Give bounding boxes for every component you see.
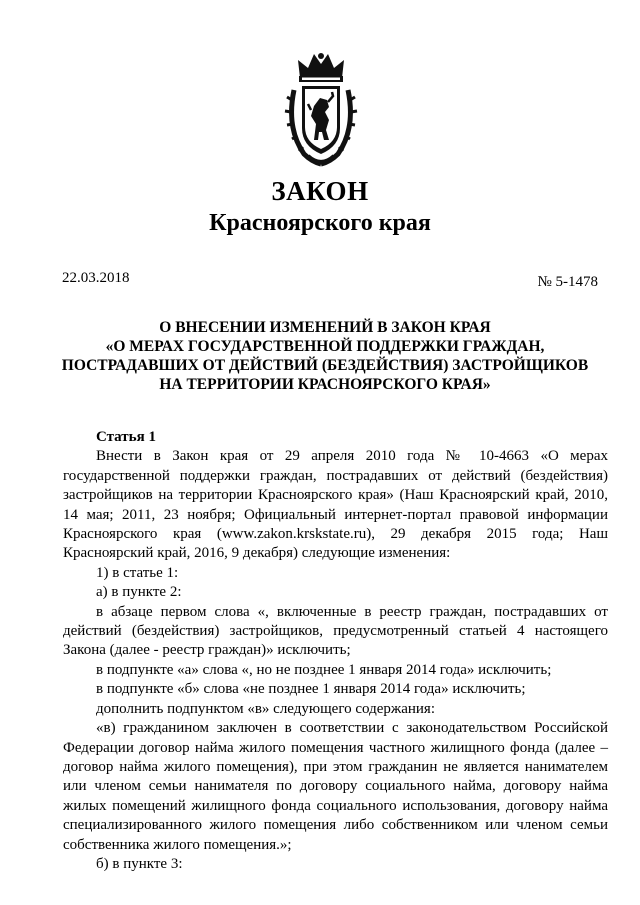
law-number: № 5-1478	[537, 274, 598, 290]
intro-paragraph: Внести в Закон края от 29 апреля 2010 года № 10-4663 «О мерах государственной поддержки граждан, пострадавших от действий (бездействия) застройщиков на территории Красноярского края» (Наш Красноярский край, 2010, 14 мая; 2011, 23 ноября; Официальный интернет-портал правовой информации Красноярского края (www.zakon.krskstate.ru), 29 декабря 2015 года; Наш Красноярский край, 2016, 9 декабря) следующие изменения:	[63, 448, 608, 562]
heading-line: НА ТЕРРИТОРИИ КРАСНОЯРСКОГО КРАЯ»	[159, 376, 491, 393]
item-b: б) в пункте 3:	[96, 855, 183, 872]
add-subitem-v: дополнить подпунктом «в» следующего содержания:	[96, 700, 436, 717]
law-region: Красноярского края	[209, 210, 431, 236]
subitem-b: в подпункте «б» слова «не позднее 1 января 2014 года» исключить;	[96, 681, 526, 698]
heading-line: ПОСТРАДАВШИХ ОТ ДЕЙСТВИЙ (БЕЗДЕЙСТВИЯ) ЗАСТРОЙЩИКОВ	[61, 357, 589, 374]
krasnoyarsk-coat-of-arms-icon	[284, 50, 358, 170]
paragraph-v: «в) гражданином заключен в соответствии с законодательством Российской Федерации договор найма жилого помещения частного жилищного фонда (далее – договор найма жилого помещения), при этом гражданин не является нанимателем или членом семьи нанимателя по договору социального найма, договору найма жилых помещений жилищного фонда социального использования, договору найма специализированного жилого помещения либо собственником или членом семьи собственника жилого помещения.»;	[63, 720, 608, 853]
heading-line: «О МЕРАХ ГОСУДАРСТВЕННОЙ ПОДДЕРЖКИ ГРАЖДАН,	[105, 338, 545, 355]
item-1: 1) в статье 1:	[96, 564, 179, 581]
law-heading	[60, 318, 590, 394]
law-title: ЗАКОН	[271, 176, 369, 206]
law-date: 22.03.2018	[62, 270, 130, 286]
heading-line: О ВНЕСЕНИИ ИЗМЕНЕНИЙ В ЗАКОН КРАЯ	[159, 319, 491, 336]
item-a: а) в пункте 2:	[96, 584, 182, 601]
subitem-a: в подпункте «а» слова «, но не позднее 1 января 2014 года» исключить;	[96, 661, 552, 678]
article-title: Статья 1	[96, 429, 156, 445]
paragraph-abzac: в абзаце первом слова «, включенные в реестр граждан, пострадавших от действий (бездействия) застройщиков, предусмотренный статьей 4 настоящего Закона (далее - реестр граждан)» исключить;	[63, 603, 608, 659]
law-body	[63, 428, 608, 874]
